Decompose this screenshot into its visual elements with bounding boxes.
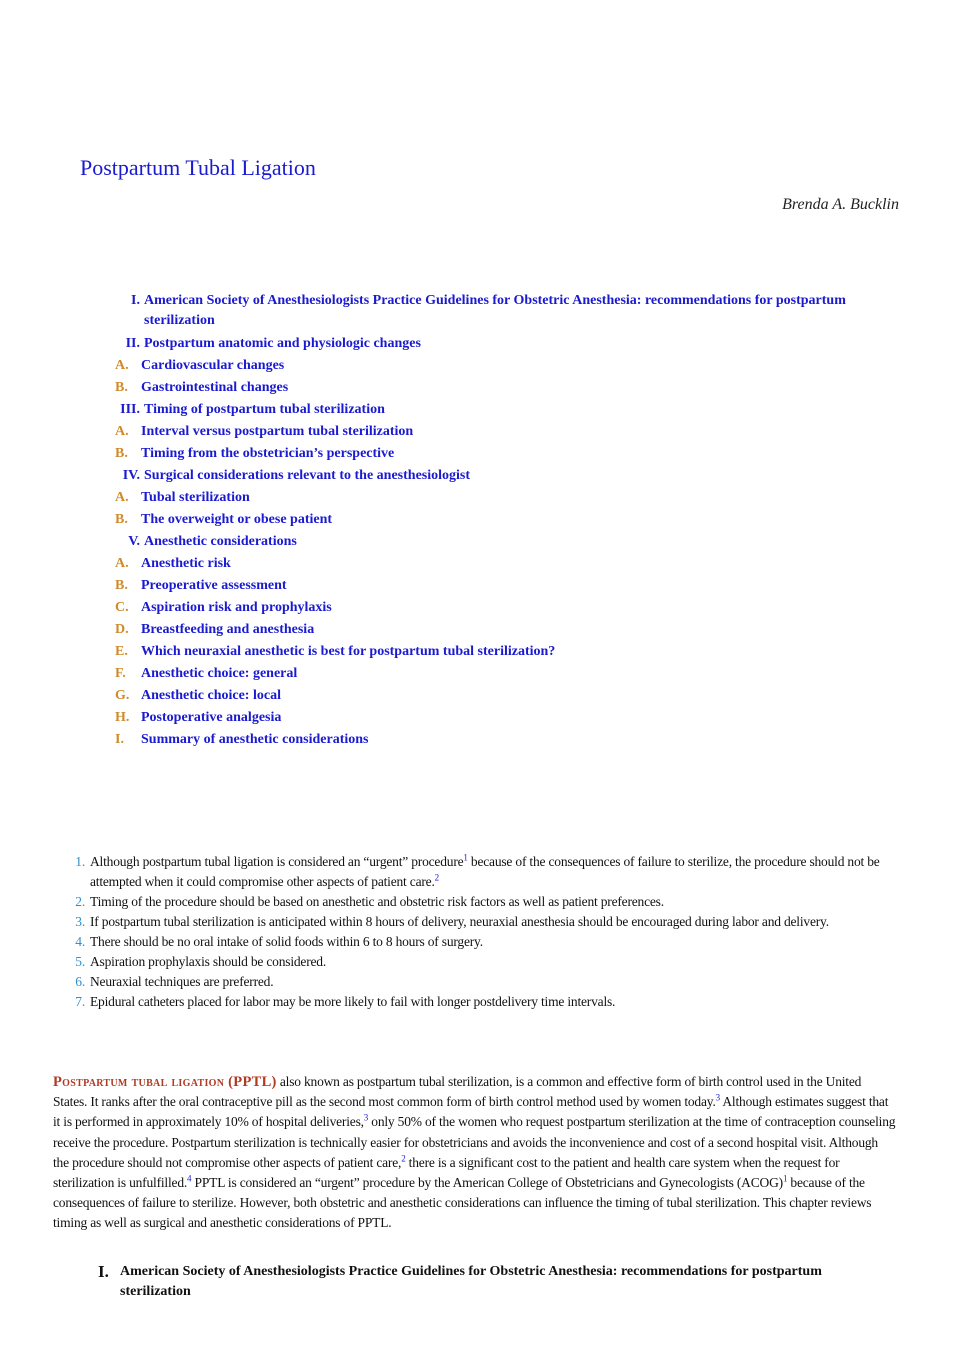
toc-label: Postpartum anatomic and physiologic changes [144,336,421,351]
toc-number: A. [115,424,129,439]
intro-text: only 50% of the women who request postpartum sterilization at the time of contraception counseling receive the procedure. Postpartum sterilization is technically easier for obstetricians and avoids the inconvenience and cost of a second hospital visit. Although the procedure should not compromise other aspects of patient care, [53,1114,896,1170]
intro-text: there is a significant cost to the patient and health care system when the request for sterilization is unfulfilled. [53,1154,840,1191]
toc-number: B. [115,578,128,593]
citation-link[interactable]: 1 [782,1173,788,1184]
toc-item[interactable] [110,619,910,641]
key-point [67,932,887,952]
key-points-list [67,852,887,1012]
intro-paragraph [53,1072,896,1234]
toc-item[interactable] [110,597,910,619]
toc-number: A. [115,490,129,505]
toc-label: Gastrointestinal changes [141,380,289,395]
key-point-number: 4. [75,934,85,949]
citation-link[interactable]: 4 [187,1173,192,1184]
toc-number: IV. [122,468,140,483]
chapter-title: Postpartum Tubal Ligation [80,155,316,180]
key-point-number: 3. [75,914,85,929]
toc-label: Anesthetic choice: general [141,666,298,681]
toc-label: Interval versus postpartum tubal sterilization [141,424,414,439]
toc-item[interactable] [110,575,910,597]
key-point-number: 6. [75,974,85,989]
toc-number: B. [115,380,128,395]
toc-number: A. [115,358,129,373]
key-point-text: Aspiration prophylaxis should be considered. [90,954,327,969]
toc-number: D. [115,622,129,637]
key-point-text: because of the consequences of failure to sterilize, the procedure should not be attempted when it could compromise other aspects of patient care. [90,854,880,889]
citation-link[interactable]: 3 [363,1112,369,1123]
toc-label: Preoperative assessment [141,578,287,593]
toc-item[interactable] [110,509,910,531]
toc-item[interactable] [110,399,910,421]
toc-item[interactable] [110,531,910,553]
key-point-text: Timing of the procedure should be based on anesthetic and obstetric risk factors as well as patient preferences. [90,894,664,909]
toc-number: B. [115,512,128,527]
toc-item[interactable] [110,641,910,663]
toc-label: Aspiration risk and prophylaxis [141,600,332,615]
toc-number: A. [115,556,129,571]
toc-label: Cardiovascular changes [141,358,285,373]
key-point-text: Epidural catheters placed for labor may be more likely to fail with longer postdelivery time intervals. [90,994,616,1009]
key-point [67,852,887,892]
toc-number: II. [125,336,140,351]
toc-label: Postoperative analgesia [141,710,282,725]
toc-label: The overweight or obese patient [141,512,333,527]
toc-label: Anesthetic considerations [144,534,297,549]
toc-number: F. [115,666,126,681]
toc-number: I. [115,732,124,747]
toc-label: Surgical considerations relevant to the anesthesiologist [144,468,471,483]
toc-item[interactable] [110,685,910,707]
toc-number: C. [115,600,129,615]
toc-label: Timing of postpartum tubal sterilization [144,402,385,417]
intro-text: PPTL is considered an “urgent” procedure by the American College of Obstetricians and Gynecologists (ACOG) [191,1175,783,1191]
intro-text: Although estimates suggest that it is performed in approximately 10% of hospital deliveries, [53,1094,889,1130]
toc-label: Anesthetic risk [141,556,231,571]
key-point-text: Although postpartum tubal ligation is considered an “urgent” procedure [90,854,464,869]
section-number: I. [98,1262,109,1281]
key-point [67,952,887,972]
intro-lead-term: Postpartum tubal ligation (PPTL) [53,1074,277,1090]
toc-number: I. [131,293,140,308]
key-point-text: There should be no oral intake of solid foods within 6 to 8 hours of surgery. [90,934,483,949]
toc-label: Anesthetic choice: local [141,688,281,703]
toc-item[interactable] [110,465,910,487]
key-point-number: 1. [75,854,85,869]
toc-item[interactable] [110,333,910,355]
toc-number: G. [115,688,130,703]
citation-link[interactable]: 1 [463,852,468,863]
toc-item[interactable] [110,443,910,465]
key-point-number: 2. [75,894,85,909]
toc-item[interactable] [110,663,910,685]
toc-label: Which neuraxial anesthetic is best for postpartum tubal sterilization? [141,644,556,659]
citation-link[interactable]: 2 [434,872,439,883]
toc-number: B. [115,446,128,461]
toc-number: V. [128,534,140,549]
table-of-contents [110,289,910,751]
key-point [67,912,887,932]
key-point [67,892,887,912]
key-point [67,972,887,992]
toc-item[interactable] [110,291,910,331]
intro-text: because of the consequences of failure to sterilize. However, both obstetric and anesthetic considerations can influence the timing of tubal sterilization. This chapter reviews timing as well as surgical and anesthetic considerations of PPTL. [53,1175,872,1231]
key-point-text: Neuraxial techniques are preferred. [90,974,274,989]
toc-item[interactable] [110,707,910,729]
key-point-text: If postpartum tubal sterilization is anticipated within 8 hours of delivery, neuraxial anesthesia should be encouraged during labor and delivery. [90,914,829,929]
toc-number: III. [120,402,140,417]
key-point [67,992,887,1012]
toc-label: Timing from the obstetrician’s perspective [141,446,395,461]
toc-label: American Society of Anesthesiologists Practice Guidelines for Obstetric Anesthesia: recommendations for postpartum sterilization [144,293,846,328]
toc-number: H. [115,710,130,725]
toc-label: Summary of anesthetic considerations [141,732,369,747]
author-name: Brenda A. Bucklin [782,196,899,213]
toc-item[interactable] [110,553,910,575]
citation-link[interactable]: 3 [715,1092,720,1103]
toc-item[interactable] [110,729,910,751]
key-point-number: 5. [75,954,85,969]
citation-link[interactable]: 2 [401,1153,406,1164]
section-title: American Society of Anesthesiologists Practice Guidelines for Obstetric Anesthesia: recommendations for postpartum sterilization [120,1264,822,1299]
toc-item[interactable] [110,377,910,399]
toc-number: E. [115,644,128,659]
toc-item[interactable] [110,355,910,377]
key-point-number: 7. [75,994,85,1009]
toc-item[interactable] [110,421,910,443]
toc-label: Breastfeeding and anesthesia [141,622,315,637]
intro-text: also known as postpartum tubal sterilization, is a common and effective form of birth control used in the United States. It ranks after the oral contraceptive pill as the second most common form of birth control method used by women today. [53,1074,862,1110]
toc-label: Tubal sterilization [141,490,250,505]
section-heading [98,1262,888,1302]
toc-item[interactable] [110,487,910,509]
